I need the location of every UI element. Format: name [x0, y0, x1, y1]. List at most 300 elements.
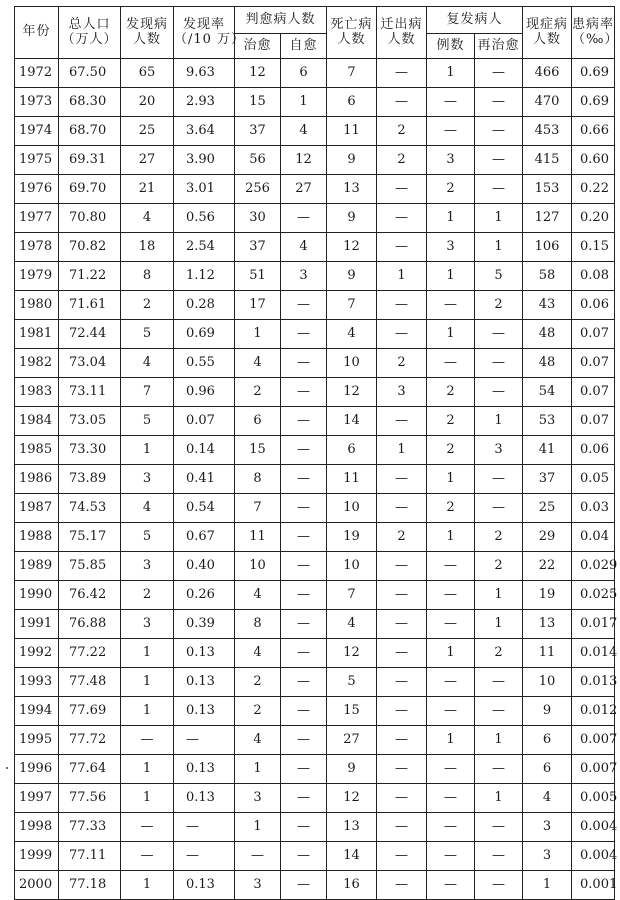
cell-new-cases: 1 — [121, 668, 174, 697]
cell-cured-treated: 56 — [235, 146, 281, 175]
cell-relapse-cases: 2 — [427, 378, 475, 407]
cell-relapse-retreated: — — [475, 349, 523, 378]
cell-moved-out: — — [377, 871, 427, 900]
cell-detection-rate: — — [174, 813, 235, 842]
cell-population: 73.30 — [59, 436, 121, 465]
cell-new-cases: 5 — [121, 523, 174, 552]
cell-population: 71.61 — [59, 291, 121, 320]
cell-moved-out: — — [377, 59, 427, 88]
cell-relapse-retreated: 1 — [475, 610, 523, 639]
cell-cured-treated: 8 — [235, 610, 281, 639]
cell-cured-self: — — [281, 378, 327, 407]
cell-population: 73.04 — [59, 349, 121, 378]
cell-cured-treated: 10 — [235, 552, 281, 581]
cell-relapse-retreated: 1 — [475, 581, 523, 610]
cell-relapse-retreated: — — [475, 59, 523, 88]
cell-detection-rate: 0.41 — [174, 465, 235, 494]
cell-prevalence: 0.05 — [572, 465, 615, 494]
cell-year: 1995 — [15, 726, 59, 755]
leprosy-statistics-table — [14, 6, 619, 900]
cell-deaths: 9 — [327, 204, 377, 233]
cell-new-cases: 20 — [121, 88, 174, 117]
table-row — [15, 842, 615, 871]
cell-cured-self: — — [281, 204, 327, 233]
cell-population: 77.64 — [59, 755, 121, 784]
cell-detection-rate: 2.54 — [174, 233, 235, 262]
cell-current-cases: 9 — [523, 697, 572, 726]
cell-year: 1997 — [15, 784, 59, 813]
header-current-cases-line1: 现症病 — [526, 16, 569, 32]
data-table-container — [14, 6, 619, 900]
cell-new-cases: 4 — [121, 204, 174, 233]
cell-detection-rate: 0.13 — [174, 784, 235, 813]
table-row — [15, 59, 615, 88]
header-detection-rate-line2: （/10 万） — [174, 31, 246, 47]
cell-population: 77.72 — [59, 726, 121, 755]
cell-moved-out: 1 — [377, 436, 427, 465]
cell-population: 76.42 — [59, 581, 121, 610]
table-row — [15, 581, 615, 610]
cell-cured-self: 27 — [281, 175, 327, 204]
cell-cured-treated: — — [235, 842, 281, 871]
cell-deaths: 12 — [327, 233, 377, 262]
cell-new-cases: 3 — [121, 552, 174, 581]
cell-deaths: 4 — [327, 610, 377, 639]
cell-new-cases: 1 — [121, 639, 174, 668]
cell-moved-out: — — [377, 320, 427, 349]
cell-deaths: 15 — [327, 697, 377, 726]
cell-moved-out: — — [377, 784, 427, 813]
cell-new-cases: 8 — [121, 262, 174, 291]
cell-relapse-retreated: 1 — [475, 204, 523, 233]
cell-cured-self: — — [281, 581, 327, 610]
cell-new-cases: 27 — [121, 146, 174, 175]
cell-year: 1982 — [15, 349, 59, 378]
cell-new-cases: — — [121, 813, 174, 842]
cell-deaths: 16 — [327, 871, 377, 900]
cell-cured-treated: 3 — [235, 784, 281, 813]
table-row — [15, 291, 615, 320]
cell-population: 68.30 — [59, 88, 121, 117]
cell-prevalence: 0.69 — [572, 59, 615, 88]
cell-moved-out: 2 — [377, 523, 427, 552]
cell-current-cases: 3 — [523, 842, 572, 871]
cell-population: 75.17 — [59, 523, 121, 552]
cell-deaths: 7 — [327, 59, 377, 88]
cell-detection-rate: 3.90 — [174, 146, 235, 175]
cell-prevalence: 0.66 — [572, 117, 615, 146]
cell-cured-treated: 3 — [235, 871, 281, 900]
cell-detection-rate: 0.96 — [174, 378, 235, 407]
cell-year: 1975 — [15, 146, 59, 175]
cell-cured-self: — — [281, 755, 327, 784]
cell-relapse-retreated: — — [475, 813, 523, 842]
cell-year: 1990 — [15, 581, 59, 610]
cell-relapse-retreated: 2 — [475, 639, 523, 668]
cell-deaths: 9 — [327, 755, 377, 784]
cell-prevalence: 0.07 — [572, 349, 615, 378]
cell-relapse-cases: — — [427, 668, 475, 697]
cell-detection-rate: 9.63 — [174, 59, 235, 88]
cell-current-cases: 58 — [523, 262, 572, 291]
cell-cured-treated: 4 — [235, 639, 281, 668]
header-relapse-cases: 例数 — [427, 34, 475, 59]
cell-prevalence: 0.007 — [572, 726, 615, 755]
cell-moved-out: — — [377, 233, 427, 262]
table-row — [15, 523, 615, 552]
cell-cured-self: 6 — [281, 59, 327, 88]
cell-current-cases: 415 — [523, 146, 572, 175]
cell-year: 1987 — [15, 494, 59, 523]
cell-relapse-cases: — — [427, 697, 475, 726]
cell-relapse-cases: — — [427, 88, 475, 117]
cell-current-cases: 11 — [523, 639, 572, 668]
cell-year: 2000 — [15, 871, 59, 900]
cell-prevalence: 0.69 — [572, 88, 615, 117]
cell-cured-self: — — [281, 842, 327, 871]
cell-cured-treated: 2 — [235, 378, 281, 407]
cell-moved-out: — — [377, 175, 427, 204]
cell-moved-out: — — [377, 813, 427, 842]
cell-relapse-cases: — — [427, 813, 475, 842]
cell-new-cases: — — [121, 842, 174, 871]
cell-cured-treated: 37 — [235, 233, 281, 262]
cell-deaths: 14 — [327, 407, 377, 436]
cell-population: 77.22 — [59, 639, 121, 668]
cell-prevalence: 0.013 — [572, 668, 615, 697]
cell-prevalence: 0.20 — [572, 204, 615, 233]
cell-moved-out: — — [377, 407, 427, 436]
table-row — [15, 494, 615, 523]
cell-population: 73.05 — [59, 407, 121, 436]
cell-relapse-retreated: — — [475, 871, 523, 900]
cell-new-cases: 2 — [121, 581, 174, 610]
cell-prevalence: 0.004 — [572, 813, 615, 842]
cell-deaths: 7 — [327, 581, 377, 610]
cell-cured-self: — — [281, 436, 327, 465]
cell-year: 1983 — [15, 378, 59, 407]
cell-detection-rate: 0.40 — [174, 552, 235, 581]
cell-relapse-cases: 1 — [427, 262, 475, 291]
cell-relapse-retreated: — — [475, 117, 523, 146]
cell-relapse-cases: — — [427, 349, 475, 378]
cell-new-cases: 5 — [121, 320, 174, 349]
header-deaths — [327, 7, 377, 59]
table-row — [15, 436, 615, 465]
cell-deaths: 5 — [327, 668, 377, 697]
cell-cured-self: 3 — [281, 262, 327, 291]
cell-moved-out: — — [377, 668, 427, 697]
cell-moved-out: — — [377, 88, 427, 117]
cell-deaths: 10 — [327, 494, 377, 523]
cell-cured-self: — — [281, 813, 327, 842]
cell-current-cases: 43 — [523, 291, 572, 320]
cell-cured-treated: 6 — [235, 407, 281, 436]
cell-moved-out: — — [377, 726, 427, 755]
cell-deaths: 10 — [327, 552, 377, 581]
table-row — [15, 813, 615, 842]
cell-population: 76.88 — [59, 610, 121, 639]
cell-detection-rate: 0.69 — [174, 320, 235, 349]
cell-detection-rate: 0.55 — [174, 349, 235, 378]
cell-prevalence: 0.012 — [572, 697, 615, 726]
cell-year: 1999 — [15, 842, 59, 871]
stray-dot — [6, 767, 8, 769]
cell-current-cases: 127 — [523, 204, 572, 233]
cell-detection-rate: 0.26 — [174, 581, 235, 610]
cell-new-cases: 1 — [121, 871, 174, 900]
cell-detection-rate: 0.54 — [174, 494, 235, 523]
cell-relapse-cases: 1 — [427, 523, 475, 552]
cell-population: 77.18 — [59, 871, 121, 900]
cell-deaths: 6 — [327, 88, 377, 117]
cell-detection-rate: 0.56 — [174, 204, 235, 233]
header-deaths-line1: 死亡病 — [330, 16, 373, 32]
cell-moved-out: — — [377, 610, 427, 639]
cell-relapse-retreated: — — [475, 88, 523, 117]
cell-population: 69.70 — [59, 175, 121, 204]
cell-prevalence: 0.22 — [572, 175, 615, 204]
cell-relapse-cases: — — [427, 871, 475, 900]
header-moved-out — [377, 7, 427, 59]
table-row — [15, 610, 615, 639]
table-row — [15, 175, 615, 204]
cell-new-cases: 1 — [121, 697, 174, 726]
cell-detection-rate: 0.13 — [174, 697, 235, 726]
cell-current-cases: 48 — [523, 320, 572, 349]
cell-population: 77.56 — [59, 784, 121, 813]
cell-detection-rate: 3.01 — [174, 175, 235, 204]
cell-relapse-retreated: — — [475, 494, 523, 523]
table-header — [15, 7, 619, 59]
cell-new-cases: 7 — [121, 378, 174, 407]
cell-cured-self: — — [281, 320, 327, 349]
cell-relapse-cases: — — [427, 784, 475, 813]
cell-deaths: 12 — [327, 639, 377, 668]
cell-population: 72.44 — [59, 320, 121, 349]
cell-relapse-retreated: — — [475, 378, 523, 407]
cell-current-cases: 22 — [523, 552, 572, 581]
cell-current-cases: 6 — [523, 726, 572, 755]
cell-population: 70.82 — [59, 233, 121, 262]
cell-current-cases: 4 — [523, 784, 572, 813]
cell-current-cases: 53 — [523, 407, 572, 436]
table-row — [15, 755, 615, 784]
cell-year: 1973 — [15, 88, 59, 117]
cell-prevalence: 0.06 — [572, 291, 615, 320]
cell-detection-rate: 0.13 — [174, 755, 235, 784]
table-row — [15, 639, 615, 668]
header-population-line2: （万人） — [61, 31, 118, 47]
cell-cured-self: 1 — [281, 88, 327, 117]
cell-deaths: 11 — [327, 117, 377, 146]
cell-year: 1981 — [15, 320, 59, 349]
header-moved-out-line2: 人数 — [387, 31, 416, 47]
cell-cured-self: — — [281, 639, 327, 668]
cell-cured-treated: 4 — [235, 726, 281, 755]
table-row — [15, 726, 615, 755]
cell-current-cases: 453 — [523, 117, 572, 146]
cell-new-cases: 1 — [121, 436, 174, 465]
cell-cured-self: — — [281, 494, 327, 523]
header-relapse-group: 复发病人 — [427, 7, 523, 34]
cell-population: 68.70 — [59, 117, 121, 146]
cell-moved-out: — — [377, 697, 427, 726]
cell-current-cases: 466 — [523, 59, 572, 88]
cell-prevalence: 0.029 — [572, 552, 615, 581]
cell-relapse-retreated: — — [475, 320, 523, 349]
cell-year: 1991 — [15, 610, 59, 639]
header-year: 年份 — [15, 7, 59, 59]
cell-current-cases: 54 — [523, 378, 572, 407]
cell-cured-self: 4 — [281, 233, 327, 262]
cell-prevalence: 0.005 — [572, 784, 615, 813]
table-row — [15, 668, 615, 697]
cell-relapse-retreated: 3 — [475, 436, 523, 465]
cell-deaths: 12 — [327, 378, 377, 407]
cell-new-cases: 65 — [121, 59, 174, 88]
cell-relapse-retreated: 2 — [475, 552, 523, 581]
table-row — [15, 697, 615, 726]
cell-prevalence: 0.07 — [572, 320, 615, 349]
cell-moved-out: — — [377, 204, 427, 233]
header-current-cases — [523, 7, 572, 59]
cell-deaths: 7 — [327, 291, 377, 320]
cell-moved-out: — — [377, 581, 427, 610]
header-relapse-retreated: 再治愈 — [475, 34, 523, 59]
cell-detection-rate: 0.13 — [174, 668, 235, 697]
cell-relapse-cases: 1 — [427, 639, 475, 668]
cell-population: 77.69 — [59, 697, 121, 726]
cell-current-cases: 6 — [523, 755, 572, 784]
cell-cured-treated: 1 — [235, 813, 281, 842]
cell-new-cases: 5 — [121, 407, 174, 436]
cell-current-cases: 1 — [523, 871, 572, 900]
cell-year: 1986 — [15, 465, 59, 494]
cell-current-cases: 29 — [523, 523, 572, 552]
cell-moved-out: 1 — [377, 262, 427, 291]
header-population — [59, 7, 121, 59]
table-row — [15, 552, 615, 581]
cell-cured-self: — — [281, 291, 327, 320]
header-moved-out-line1: 迁出病 — [380, 16, 423, 32]
cell-deaths: 14 — [327, 842, 377, 871]
cell-relapse-cases: 1 — [427, 204, 475, 233]
cell-relapse-cases: 2 — [427, 407, 475, 436]
table-row — [15, 233, 615, 262]
cell-prevalence: 0.014 — [572, 639, 615, 668]
table-row — [15, 88, 615, 117]
cell-cured-self: — — [281, 668, 327, 697]
table-row — [15, 378, 615, 407]
cell-year: 1996 — [15, 755, 59, 784]
cell-population: 77.48 — [59, 668, 121, 697]
cell-detection-rate: 0.14 — [174, 436, 235, 465]
cell-population: 73.89 — [59, 465, 121, 494]
cell-cured-self: 4 — [281, 117, 327, 146]
cell-detection-rate: — — [174, 726, 235, 755]
table-row — [15, 320, 615, 349]
cell-year: 1998 — [15, 813, 59, 842]
table-row — [15, 146, 615, 175]
cell-relapse-cases: 3 — [427, 146, 475, 175]
table-row — [15, 407, 615, 436]
cell-relapse-retreated: — — [475, 697, 523, 726]
cell-relapse-retreated: — — [475, 755, 523, 784]
cell-new-cases: 3 — [121, 465, 174, 494]
cell-relapse-cases: 2 — [427, 436, 475, 465]
cell-current-cases: 48 — [523, 349, 572, 378]
cell-deaths: 13 — [327, 175, 377, 204]
cell-year: 1992 — [15, 639, 59, 668]
cell-prevalence: 0.007 — [572, 755, 615, 784]
header-current-cases-line2: 人数 — [533, 31, 562, 47]
cell-deaths: 12 — [327, 784, 377, 813]
cell-new-cases: 25 — [121, 117, 174, 146]
cell-deaths: 6 — [327, 436, 377, 465]
cell-moved-out: — — [377, 755, 427, 784]
cell-cured-self: — — [281, 697, 327, 726]
cell-relapse-cases: 2 — [427, 494, 475, 523]
header-cured-group: 判愈病人数 — [235, 7, 327, 34]
cell-relapse-cases: 3 — [427, 233, 475, 262]
cell-cured-self: — — [281, 552, 327, 581]
cell-moved-out: — — [377, 494, 427, 523]
cell-cured-self: — — [281, 407, 327, 436]
table-row — [15, 349, 615, 378]
cell-detection-rate: 0.67 — [174, 523, 235, 552]
cell-relapse-retreated: — — [475, 465, 523, 494]
cell-year: 1993 — [15, 668, 59, 697]
cell-cured-treated: 2 — [235, 697, 281, 726]
cell-new-cases: 1 — [121, 755, 174, 784]
cell-relapse-cases: — — [427, 755, 475, 784]
cell-prevalence: 0.07 — [572, 378, 615, 407]
cell-cured-treated: 256 — [235, 175, 281, 204]
cell-cured-self: — — [281, 523, 327, 552]
cell-year: 1988 — [15, 523, 59, 552]
cell-prevalence: 0.15 — [572, 233, 615, 262]
cell-new-cases: 4 — [121, 349, 174, 378]
cell-moved-out: 2 — [377, 117, 427, 146]
cell-new-cases: 21 — [121, 175, 174, 204]
cell-cured-self: — — [281, 349, 327, 378]
cell-prevalence: 0.017 — [572, 610, 615, 639]
cell-year: 1979 — [15, 262, 59, 291]
header-new-cases-line1: 发现病 — [125, 16, 168, 32]
cell-cured-treated: 2 — [235, 668, 281, 697]
cell-population: 73.11 — [59, 378, 121, 407]
cell-current-cases: 41 — [523, 436, 572, 465]
table-body — [15, 59, 618, 900]
cell-prevalence: 0.025 — [572, 581, 615, 610]
cell-current-cases: 13 — [523, 610, 572, 639]
cell-year: 1989 — [15, 552, 59, 581]
cell-relapse-retreated: — — [475, 842, 523, 871]
cell-detection-rate: 0.39 — [174, 610, 235, 639]
cell-relapse-cases: — — [427, 842, 475, 871]
cell-detection-rate: 0.13 — [174, 639, 235, 668]
cell-new-cases: 4 — [121, 494, 174, 523]
cell-relapse-cases: 1 — [427, 726, 475, 755]
cell-cured-treated: 7 — [235, 494, 281, 523]
cell-year: 1976 — [15, 175, 59, 204]
cell-current-cases: 470 — [523, 88, 572, 117]
cell-cured-treated: 1 — [235, 755, 281, 784]
cell-relapse-retreated: 2 — [475, 291, 523, 320]
table-row — [15, 117, 615, 146]
header-cured-self: 自愈 — [281, 34, 327, 59]
